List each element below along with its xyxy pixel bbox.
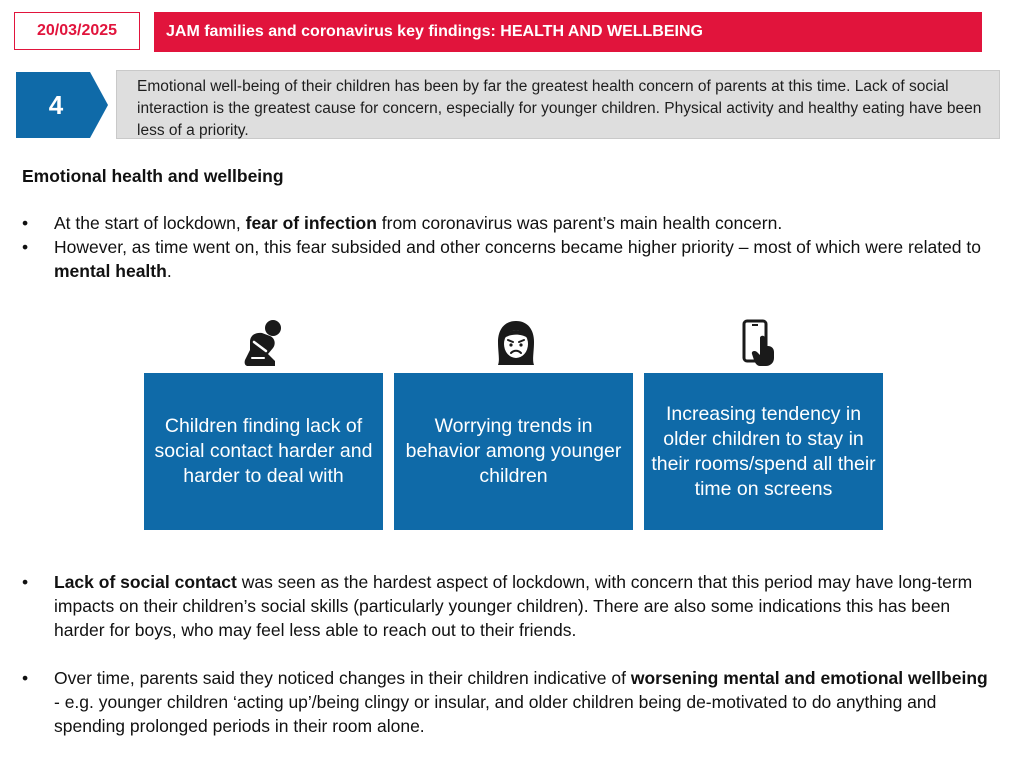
bottom-bullet-list <box>22 570 992 738</box>
worried-face-icon <box>494 318 538 368</box>
bullet-text: was seen as the hardest aspect of lockdown, with concern that this period may have long-term impacts on their children’s social skills (particularly younger children). There are also some indications this has been harder for boys, who may feel less able to reach out to their friends. <box>54 572 973 640</box>
bullet-text: - e.g. younger children ‘acting up’/being clingy or insular, and older children being de-motivated to do anything and spending prolonged periods in their room alone. <box>54 692 937 736</box>
title-bar <box>154 12 982 52</box>
finding-box-behavior <box>394 373 633 530</box>
bullet-marker: • <box>22 668 29 688</box>
section-number-badge <box>16 72 108 138</box>
page-title: JAM families and coronavirus key findings: HEALTH AND WELLBEING <box>166 23 703 40</box>
bullet-bold-text: Lack of social contact <box>54 572 237 592</box>
bullet-marker: • <box>22 237 29 257</box>
bullet-text: Over time, parents said they noticed changes in their children indicative of <box>54 668 631 688</box>
bullet-bold-text: mental health <box>54 261 167 281</box>
bullet-marker: • <box>22 213 29 233</box>
smartphone-tap-icon <box>740 318 784 368</box>
bullet-item <box>22 235 992 283</box>
bullet-text: from coronavirus was parent’s main health concern. <box>376 213 783 233</box>
section-heading: Emotional health and wellbeing <box>22 166 284 186</box>
bullet-item <box>22 666 992 738</box>
bullet-item <box>22 211 992 235</box>
bullet-item <box>22 570 992 642</box>
section-number: 4 <box>48 89 64 120</box>
finding-box-text: Worrying trends in behavior among younger children <box>405 415 622 487</box>
bullet-bold-text: fear of infection <box>245 213 377 233</box>
bullet-text: However, as time went on, this fear subsided and other concerns became higher priority – most of which were related to <box>54 237 981 257</box>
bullet-text: At the start of lockdown, <box>54 213 246 233</box>
bullet-text: . <box>166 261 172 281</box>
finding-box-text: Children finding lack of social contact harder and harder to deal with <box>154 415 373 487</box>
summary-box: Emotional well-being of their children has been by far the greatest health concern of parents at this time. Lack of social interaction is the greatest cause for concern, especially for younger children. Physical activity and healthy eating have been less of a priority. <box>116 70 1000 139</box>
bullet-marker: • <box>22 572 29 592</box>
finding-box-text: Increasing tendency in older children to stay in their rooms/spend all their time on screens <box>651 402 876 500</box>
top-bullet-list <box>22 211 992 283</box>
finding-box-social-contact <box>144 373 383 530</box>
finding-box-screens <box>644 373 883 530</box>
date-label: 20/03/2025 <box>14 12 140 50</box>
bullet-bold-text: worsening mental and emotional wellbeing <box>630 668 988 688</box>
sad-person-icon <box>242 318 286 368</box>
